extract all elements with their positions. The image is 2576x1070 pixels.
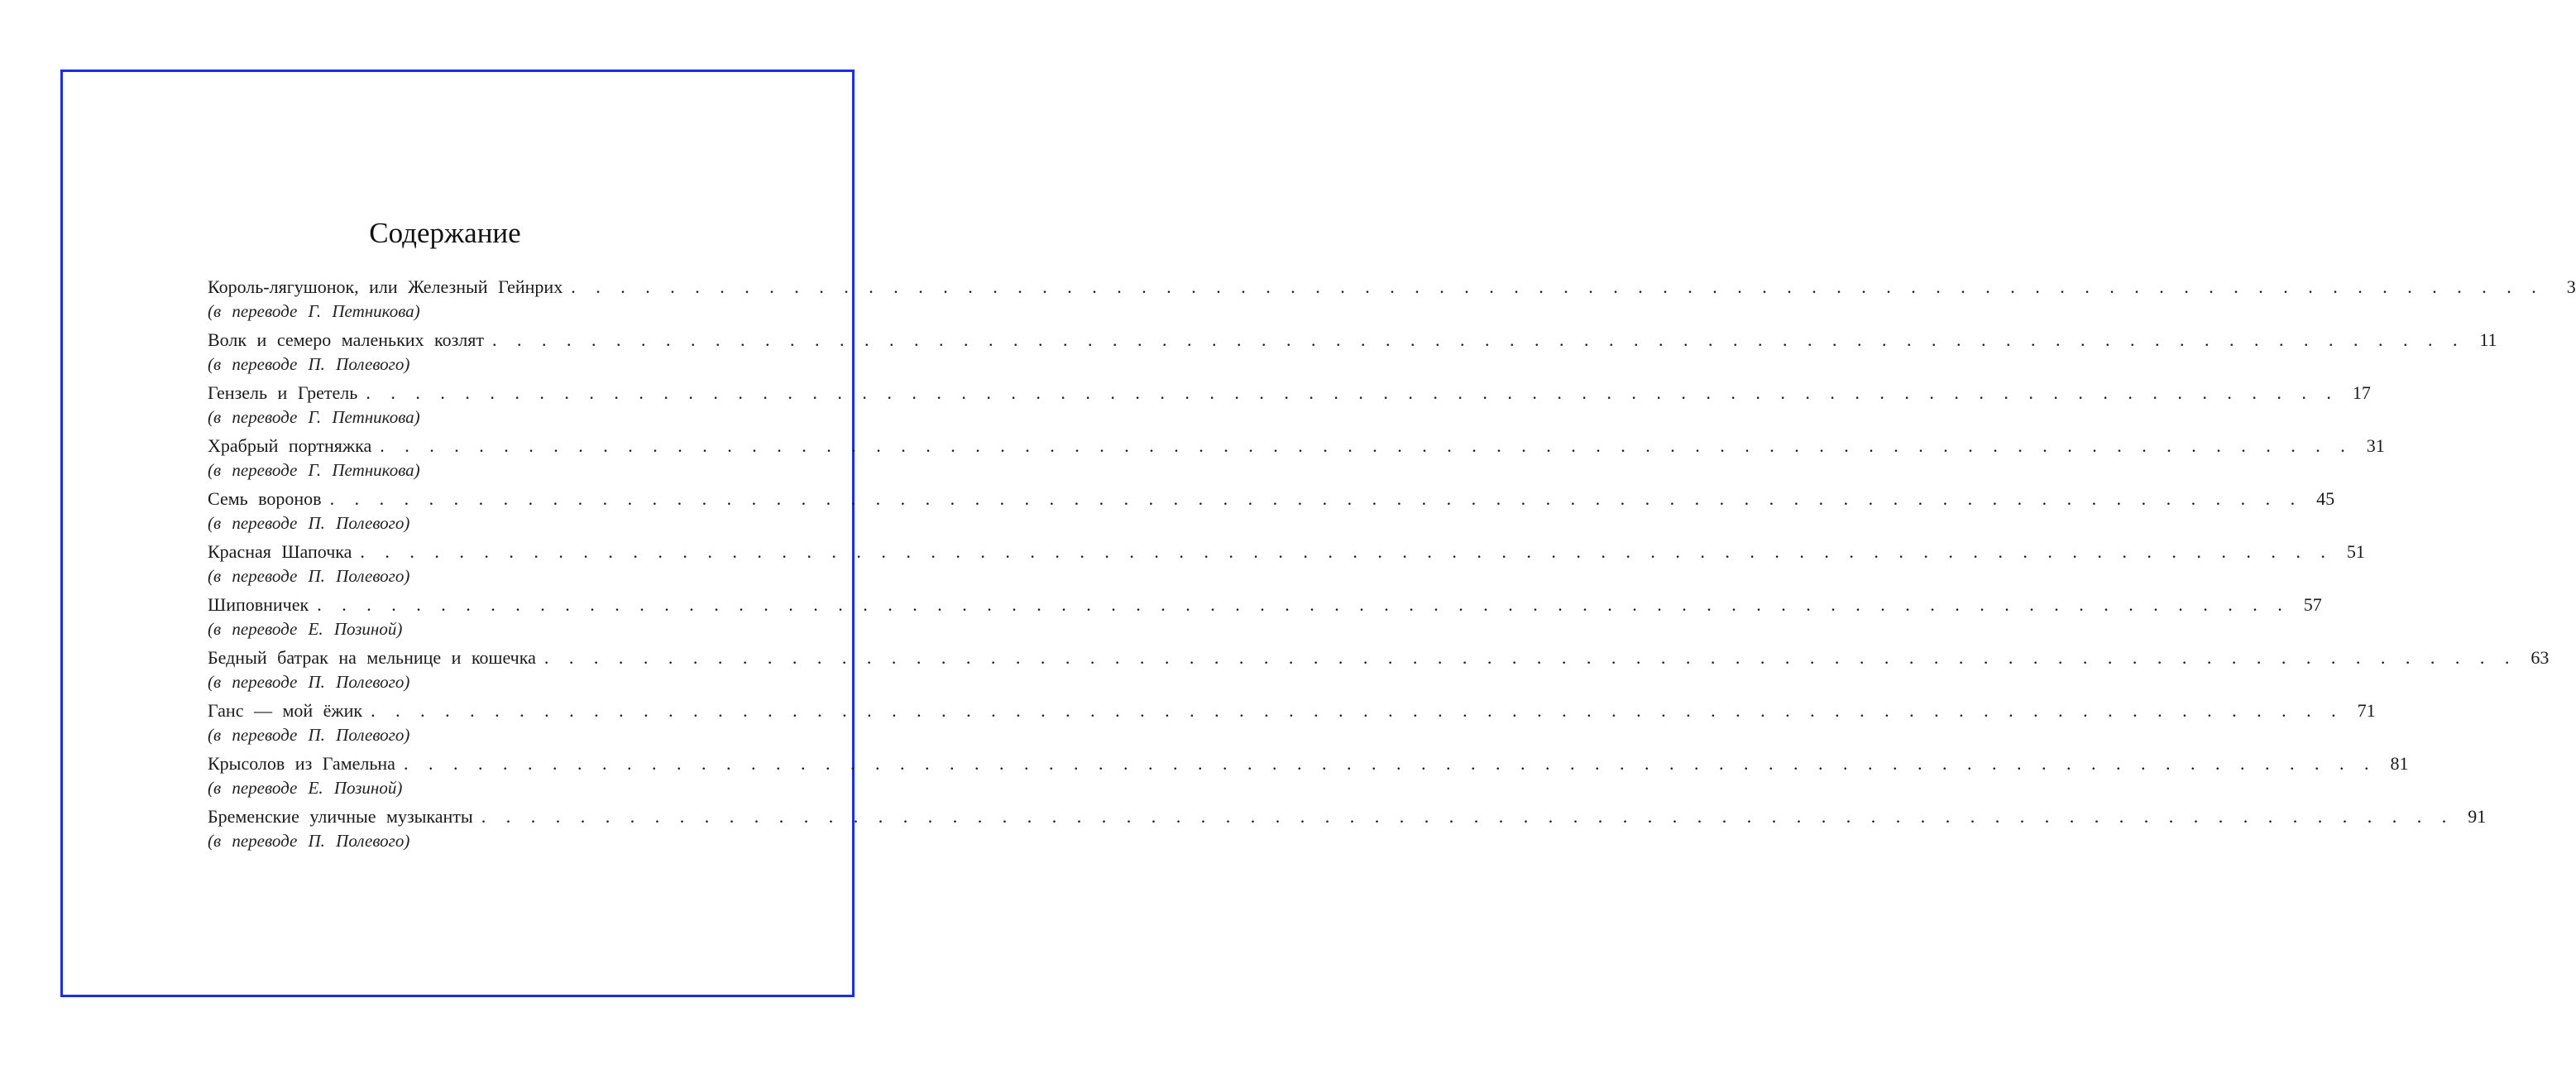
toc-entry[interactable] xyxy=(208,806,2487,859)
page-number: 57 xyxy=(2303,594,2322,615)
page-number: 45 xyxy=(2316,488,2335,509)
page-number: 3 xyxy=(2566,276,2576,297)
toc-entry-line xyxy=(208,488,2335,513)
translator-credit: (в переводе Г. Петникова) xyxy=(208,301,420,321)
story-title: Храбрый портняжка xyxy=(208,435,372,456)
page-number: 71 xyxy=(2357,700,2376,721)
translator-credit: (в переводе П. Полевого) xyxy=(208,354,410,374)
page-number: 91 xyxy=(2468,806,2487,827)
dot-leader: . . . . . . . . . . . . . . . . . . . . . . . . . . . . . . . . . . . . . . . . . . . . . . . . . . . . . . . . . . . . . . . . . . . . . . . . . . . . . . . . xyxy=(360,541,2330,562)
story-title: Волк и семеро маленьких козлят xyxy=(208,329,485,350)
dot-leader: . . . . . . . . . . . . . . . . . . . . . . . . . . . . . . . . . . . . . . . . . . . . . . . . . . . . . . . . . . . . . . . . . . . . . . . . . . . . . . . . xyxy=(366,382,2336,403)
story-title: Ганс — мой ёжик xyxy=(208,700,363,721)
page-number: 11 xyxy=(2479,329,2497,350)
toc-entry[interactable] xyxy=(208,435,2385,488)
translator-credit: (в переводе Г. Петникова) xyxy=(208,460,420,480)
toc-entry[interactable] xyxy=(208,700,2376,753)
translator-credit: (в переводе Г. Петникова) xyxy=(208,407,420,427)
toc-entry-line xyxy=(208,382,2371,407)
toc-entry-line xyxy=(208,700,2376,725)
translator-credit: (в переводе П. Полевого) xyxy=(208,725,410,745)
toc-entry-line xyxy=(208,647,2550,672)
page-number: 17 xyxy=(2352,382,2371,403)
toc-entry[interactable] xyxy=(208,647,2550,700)
dot-leader: . . . . . . . . . . . . . . . . . . . . . . . . . . . . . . . . . . . . . . . . . . . . . . . . . . . . . . . . . . . . . . . . . . . . . . . . . . . . . . . . xyxy=(371,700,2341,721)
story-title: Бедный батрак на мельнице и кошечка xyxy=(208,647,536,668)
toc-entry-line xyxy=(208,329,2497,354)
page-number: 63 xyxy=(2531,647,2550,668)
toc-entry[interactable] xyxy=(208,329,2497,382)
page-number: 51 xyxy=(2346,541,2365,562)
story-title: Король-лягушонок, или Железный Гейнрих xyxy=(208,276,563,297)
toc-entry[interactable] xyxy=(208,382,2371,435)
translator-credit: (в переводе П. Полевого) xyxy=(208,672,410,692)
translator-credit: (в переводе П. Полевого) xyxy=(208,831,410,851)
story-title: Шиповничек xyxy=(208,594,309,615)
story-title: Гензель и Гретель xyxy=(208,382,358,403)
translator-credit: (в переводе Е. Позиной) xyxy=(208,619,403,639)
toc-entry[interactable] xyxy=(208,594,2322,647)
dot-leader: . . . . . . . . . . . . . . . . . . . . . . . . . . . . . . . . . . . . . . . . . . . . . . . . . . . . . . . . . . . . . . . . . . . . . . . . . . . . . . . . xyxy=(571,276,2541,297)
toc-entry-line xyxy=(208,435,2385,460)
page-number: 81 xyxy=(2390,753,2409,774)
toc-entry-line xyxy=(208,594,2322,619)
toc-entry-line xyxy=(208,541,2365,566)
story-title: Бременские уличные музыканты xyxy=(208,806,473,827)
dot-leader: . . . . . . . . . . . . . . . . . . . . . . . . . . . . . . . . . . . . . . . . . . . . . . . . . . . . . . . . . . . . . . . . . . . . . . . . . . . . . . . . xyxy=(329,488,2301,509)
dot-leader: . . . . . . . . . . . . . . . . . . . . . . . . . . . . . . . . . . . . . . . . . . . . . . . . . . . . . . . . . . . . . . . . . . . . . . . . . . . . . . . . xyxy=(543,647,2515,668)
page-title: Содержание xyxy=(369,217,521,249)
toc-entry-line xyxy=(208,276,2576,301)
page-number: 31 xyxy=(2366,435,2385,456)
story-title: Крысолов из Гамельна xyxy=(208,753,395,774)
translator-credit: (в переводе Е. Позиной) xyxy=(208,778,403,798)
dot-leader: . . . . . . . . . . . . . . . . . . . . . . . . . . . . . . . . . . . . . . . . . . . . . . . . . . . . . . . . . . . . . . . . . . . . . . . . . . . . . . . . xyxy=(317,594,2287,615)
translator-credit: (в переводе П. Полевого) xyxy=(208,566,410,586)
toc-entry[interactable] xyxy=(208,276,2576,329)
toc-entry[interactable] xyxy=(208,753,2409,806)
translator-credit: (в переводе П. Полевого) xyxy=(208,513,410,533)
story-title: Красная Шапочка xyxy=(208,541,352,562)
table-of-contents xyxy=(208,276,2576,859)
dot-leader: . . . . . . . . . . . . . . . . . . . . . . . . . . . . . . . . . . . . . . . . . . . . . . . . . . . . . . . . . . . . . . . . . . . . . . . . . . . . . . . . xyxy=(492,329,2463,350)
toc-entry[interactable] xyxy=(208,488,2335,541)
toc-entry[interactable] xyxy=(208,541,2365,594)
dot-leader: . . . . . . . . . . . . . . . . . . . . . . . . . . . . . . . . . . . . . . . . . . . . . . . . . . . . . . . . . . . . . . . . . . . . . . . . . . . . . . . . xyxy=(380,435,2350,456)
dot-leader: . . . . . . . . . . . . . . . . . . . . . . . . . . . . . . . . . . . . . . . . . . . . . . . . . . . . . . . . . . . . . . . . . . . . . . . . . . . . . . . . xyxy=(481,806,2452,827)
story-title: Семь воронов xyxy=(208,488,322,509)
toc-entry-line xyxy=(208,753,2409,778)
toc-entry-line xyxy=(208,806,2487,831)
dot-leader: . . . . . . . . . . . . . . . . . . . . . . . . . . . . . . . . . . . . . . . . . . . . . . . . . . . . . . . . . . . . . . . . . . . . . . . . . . . . . . . . xyxy=(403,753,2374,774)
